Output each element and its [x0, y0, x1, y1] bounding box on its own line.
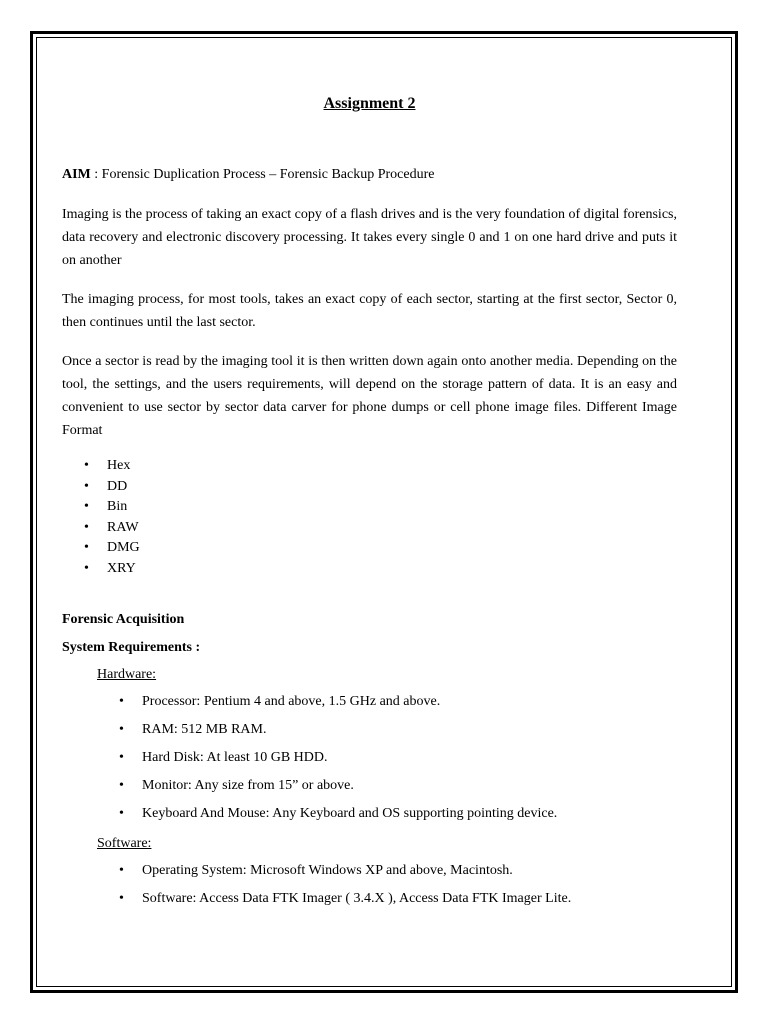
document-title: Assignment 2: [323, 95, 416, 112]
list-item: • RAM: 512 MB RAM.: [62, 716, 557, 744]
list-item: • Bin: [62, 497, 140, 518]
hardware-list: [62, 688, 557, 828]
bullet-icon: •: [119, 863, 124, 878]
list-item: • DD: [62, 477, 140, 498]
forensic-acquisition-heading: Forensic Acquisition: [62, 612, 185, 627]
paragraph-imaging: Imaging is the process of taking an exact copy of a flash drives and is the very foundation of digital forensics, data recovery and electronic discovery processing. It takes every single 0 and 1 on one hard drive and puts it on another: [62, 207, 677, 268]
bullet-icon: •: [84, 560, 89, 576]
software-list: [62, 857, 571, 913]
bullet-icon: •: [84, 499, 89, 514]
aim-text: : Forensic Duplication Process – Forensic Backup Procedure: [90, 167, 435, 182]
bullet-icon: •: [84, 458, 89, 473]
bullet-icon: •: [119, 778, 124, 793]
bullet-icon: •: [119, 806, 124, 821]
bullet-icon: •: [119, 891, 124, 906]
list-item: • Operating System: Microsoft Windows XP and above, Macintosh.: [62, 857, 571, 885]
list-item: • Hard Disk: At least 10 GB HDD.: [62, 744, 557, 772]
list-item: • Keyboard And Mouse: Any Keyboard and OS supporting pointing device.: [62, 800, 557, 828]
list-item: • RAW: [62, 518, 140, 539]
aim-line: [62, 163, 677, 186]
list-item: • Hex: [62, 456, 140, 477]
bullet-icon: •: [119, 750, 124, 765]
list-item: • Processor: Pentium 4 and above, 1.5 GHz and above.: [62, 688, 557, 716]
system-requirements-heading: System Requirements :: [62, 640, 201, 655]
list-item: • Software: Access Data FTK Imager ( 3.4.X ), Access Data FTK Imager Lite.: [62, 885, 571, 913]
bullet-icon: •: [84, 478, 89, 494]
image-format-list: [62, 456, 140, 579]
list-item: • DMG: [62, 538, 140, 559]
bullet-icon: •: [119, 694, 124, 709]
bullet-icon: •: [119, 722, 124, 737]
aim-label: AIM: [62, 167, 91, 182]
software-label: Software:: [97, 836, 152, 851]
paragraph-sector-read: Once a sector is read by the imaging tool it is then written down again onto another media. Depending on the tool, the settings, and the users requirements, will depend on the storage pattern of data. It is an easy and convenient to use sector by sector data carver for phone dumps or cell phone image files. Different Image Format: [62, 354, 677, 438]
bullet-icon: •: [84, 540, 89, 555]
paragraph-imaging-process: The imaging process, for most tools, takes an exact copy of each sector, starting at the first sector, Sector 0, then continues until the last sector.: [62, 292, 677, 330]
bullet-icon: •: [84, 519, 89, 535]
list-item: • Monitor: Any size from 15” or above.: [62, 772, 557, 800]
hardware-label: Hardware:: [97, 667, 157, 682]
list-item: • XRY: [62, 559, 140, 580]
